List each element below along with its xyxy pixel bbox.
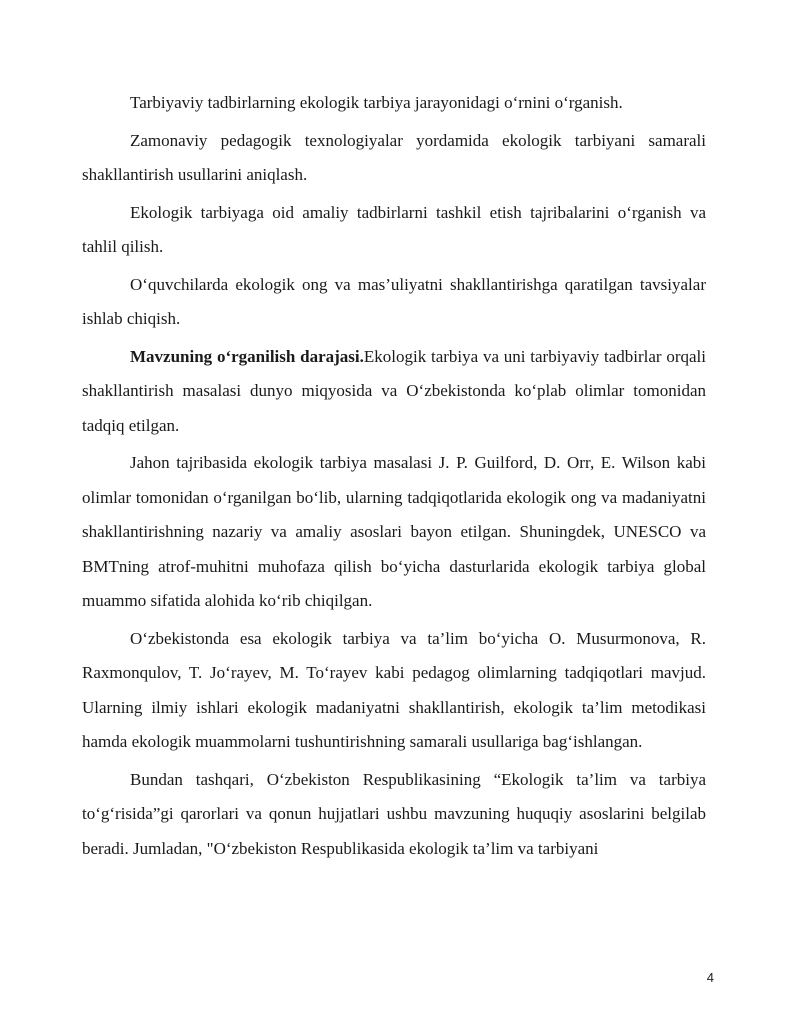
paragraph-6: [82, 446, 706, 619]
page-number: 4: [706, 970, 714, 985]
paragraph-5: [82, 340, 706, 444]
paragraph-3: [82, 196, 706, 265]
paragraph-text: Ekologik tarbiyaga oid amaliy tadbirlarni tashkil etish tajribalarini o‘rganish va tahlil qilish.: [82, 202, 706, 256]
paragraph-2: [82, 124, 706, 193]
paragraph-1: [82, 86, 706, 121]
paragraph-text: O‘quvchilarda ekologik ong va mas’uliyatni shakllantirishga qaratilgan tavsiyalar ishlab chiqish.: [82, 274, 706, 328]
paragraph-text: Ekologik tarbiya va uni tarbiyaviy tadbirlar orqali shakllantirish masalasi dunyo miqyosida va O‘zbekistonda ko‘plab olimlar tomonidan tadqiq etilgan.: [82, 346, 706, 435]
paragraph-text: Tarbiyaviy tadbirlarning ekologik tarbiya jarayonidagi o‘rnini o‘rganish.: [130, 93, 623, 112]
paragraph-7: [82, 622, 706, 760]
section-heading-inline: Mavzuning o‘rganilish darajasi.: [130, 346, 364, 366]
document-body: [82, 86, 706, 869]
paragraph-4: [82, 268, 706, 337]
paragraph-text: Bundan tashqari, O‘zbekiston Respublikasining “Ekologik ta’lim va tarbiya to‘g‘risida”gi qarorlari va qonun hujjatlari ushbu mavzuning huquqiy asoslarini belgilab beradi. Jumladan, "O‘zbekiston Respublikasida ekologik ta’lim va tarbiyani: [82, 769, 706, 858]
paragraph-text: O‘zbekistonda esa ekologik tarbiya va ta’lim bo‘yicha O. Musurmonova, R. Raxmonqulov, T. Jo‘rayev, M. To‘rayev kabi pedagog olimlarning tadqiqotlari mavjud. Ularning ilmiy ishlari ekologik madaniyatni shakllantirish, ekologik ta’lim metodikasi hamda ekologik muammolarni tushuntirishning samarali usullariga bag‘ishlangan.: [82, 628, 706, 751]
paragraph-text: Zamonaviy pedagogik texnologiyalar yordamida ekologik tarbiyani samarali shakllantirish usullarini aniqlash.: [82, 130, 706, 184]
paragraph-text: Jahon tajribasida ekologik tarbiya masalasi J. P. Guilford, D. Orr, E. Wilson kabi olimlar tomonidan o‘rganilgan bo‘lib, ularning tadqiqotlarida ekologik ong va madaniyatni shakllantirishning nazariy va amaliy asoslari bayon etilgan. Shuningdek, UNESCO va BMTning atrof-muhitni muhofaza qilish bo‘yicha dasturlarida ekologik tarbiya global muammo sifatida alohida ko‘rib chiqilgan.: [82, 453, 706, 610]
paragraph-8: [82, 763, 706, 867]
